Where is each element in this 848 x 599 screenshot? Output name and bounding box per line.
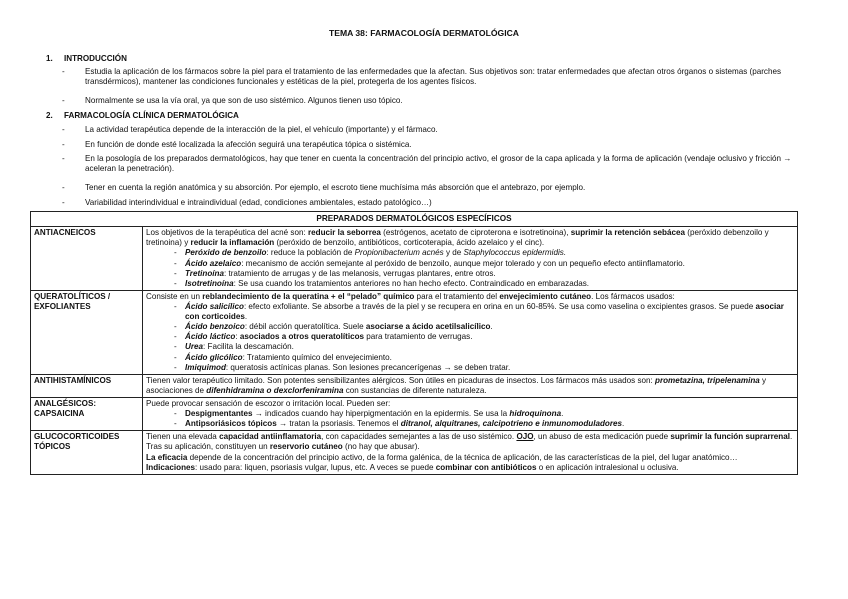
term: Peróxido de benzoilo bbox=[185, 248, 267, 258]
list-item bbox=[146, 332, 794, 342]
text: Los objetivos de la terapéutica del acné son: bbox=[146, 228, 308, 238]
table-row bbox=[31, 374, 798, 397]
row-content bbox=[143, 398, 798, 431]
list-item bbox=[146, 363, 794, 373]
text: o en aplicación intralesional u oclusiva. bbox=[536, 462, 679, 472]
bullet-item bbox=[62, 140, 792, 150]
paragraph: Puede provocar sensación de escozor o irritación local. Pueden ser: bbox=[146, 399, 391, 408]
text: con sustancias de diferente naturaleza. bbox=[343, 385, 487, 395]
section-title: INTRODUCCIÓN bbox=[64, 54, 127, 63]
table-row bbox=[31, 398, 798, 431]
paragraph bbox=[146, 432, 794, 452]
text: envejecimiento cutáneo bbox=[499, 291, 592, 301]
text: para el tratamiento del bbox=[414, 291, 500, 301]
text: Indicaciones bbox=[146, 462, 196, 472]
text: depende de la concentración del principio activo, de la forma galénica, de la técnica de aplicación, de las características de la piel, del lugar anatómico… bbox=[187, 452, 738, 462]
term: Isotretinoína bbox=[185, 278, 234, 288]
list-item bbox=[146, 409, 794, 419]
bullet-text: Tener en cuenta la región anatómica y su absorción. Por ejemplo, el escroto tiene muchísima más absorción que el antebrazo, por ejemplo. bbox=[85, 183, 586, 192]
bullet-item bbox=[62, 154, 792, 174]
text: Staphylococcus epidermidis. bbox=[463, 248, 567, 258]
row-label: ANTIHISTAMÍNICOS bbox=[31, 374, 143, 397]
text: para tratamiento de verrugas. bbox=[364, 332, 473, 342]
bullet-dash: - bbox=[62, 154, 65, 163]
text: : efecto exfoliante. Se absorbe a través de la piel y se recupera en orina en un 60-85%. Se usa como vaselina o excipientes grasos. Se puede bbox=[243, 302, 756, 312]
text: La eficacia bbox=[146, 452, 188, 462]
row-label: QUERATOLÍTICOS / EXFOLIANTES bbox=[31, 290, 143, 374]
text: reservorio cutáneo bbox=[269, 442, 343, 452]
paragraph bbox=[146, 453, 794, 463]
text: reducir la inflamación bbox=[190, 238, 275, 248]
row-content bbox=[143, 290, 798, 374]
bullet-dash: - bbox=[62, 198, 65, 207]
text: ditranol, alquitranes, calcipotrieno e inmunomoduladores bbox=[400, 419, 623, 429]
bullet-dash: - bbox=[174, 322, 177, 332]
text: : Tratamiento químico del envejecimiento. bbox=[242, 352, 392, 362]
bullet-text: Variabilidad interindividual e intraindividual (edad, condiciones ambientales, estado patológico…) bbox=[85, 198, 432, 207]
text: . bbox=[490, 322, 493, 332]
text: suprimir la función suprarrenal bbox=[670, 432, 790, 442]
text: combinar con antibióticos bbox=[435, 462, 537, 472]
row-label: ANALGÉSICOS: CAPSAICINA bbox=[31, 398, 143, 431]
text: reblandecimiento de la queratina + el “pelado” químico bbox=[202, 291, 415, 301]
bullet-dash: - bbox=[174, 352, 177, 362]
document-title: TEMA 38: FARMACOLOGÍA DERMATOLÓGICA bbox=[328, 28, 519, 38]
table-row bbox=[31, 431, 798, 474]
bullet-dash: - bbox=[174, 409, 177, 419]
bullet-dash: - bbox=[174, 278, 177, 288]
text: (estrógenos, acetato de ciproterona e isotretinoina), bbox=[380, 228, 571, 238]
text: : reduce la población de bbox=[266, 248, 355, 258]
bullet-item bbox=[62, 198, 792, 208]
bullet-item bbox=[62, 67, 792, 87]
row-content bbox=[143, 374, 798, 397]
term: Imiquimod bbox=[185, 362, 226, 372]
text: y asociaciones de bbox=[146, 375, 767, 395]
bullet-dash: - bbox=[174, 268, 177, 278]
bullet-dash: - bbox=[174, 248, 177, 258]
row-label: ANTIACNEICOS bbox=[31, 227, 143, 291]
list-item bbox=[146, 259, 794, 269]
text: : Facilita la descamación. bbox=[203, 342, 294, 352]
bullet-item bbox=[62, 125, 792, 135]
bullet-text: En función de donde esté localizada la afección seguirá una terapéutica tópica o sistémica. bbox=[85, 140, 412, 149]
bullet-dash: - bbox=[174, 342, 177, 352]
list-item bbox=[146, 269, 794, 279]
table-row bbox=[31, 290, 798, 374]
table-header: PREPARADOS DERMATOLÓGICOS ESPECÍFICOS bbox=[31, 212, 798, 227]
text: . bbox=[244, 312, 248, 322]
bullet-dash: - bbox=[174, 302, 177, 312]
text: : débil acción queratolítica. Suele bbox=[244, 322, 366, 332]
bullet-dash: - bbox=[174, 332, 177, 342]
row-content bbox=[143, 431, 798, 474]
section-heading-introduccion bbox=[46, 54, 127, 64]
paragraph bbox=[146, 292, 794, 302]
preparados-table bbox=[30, 211, 798, 475]
section-title: FARMACOLOGÍA CLÍNICA DERMATOLÓGICA bbox=[64, 111, 239, 120]
text: y de bbox=[443, 248, 464, 258]
term: Ácido glicólico bbox=[185, 352, 243, 362]
text: : tratamiento de arrugas y de las melanosis, verrugas plantares, entre otros. bbox=[223, 268, 496, 278]
bullet-text: La actividad terapéutica depende de la interacción de la piel, el vehículo (importante) y el fármaco. bbox=[85, 125, 438, 134]
text: . bbox=[622, 419, 625, 429]
paragraph bbox=[146, 463, 794, 473]
text: : Se usa cuando los tratamientos anteriores no han hecho efecto. Contraindicado en embarazadas. bbox=[233, 278, 590, 288]
text: reducir la seborrea bbox=[307, 228, 381, 238]
text: asociados a otros queratolíticos bbox=[239, 332, 365, 342]
list-item bbox=[146, 419, 794, 429]
text: difenhidramina o dexclorfeniramina bbox=[206, 385, 344, 395]
section-heading-farmacologia-clinica bbox=[46, 111, 239, 121]
text: → tratan la psoriasis. Tenemos el bbox=[276, 419, 401, 429]
list-item bbox=[146, 279, 794, 289]
list-item bbox=[146, 342, 794, 352]
list-item bbox=[146, 302, 794, 322]
text: hidroquinona bbox=[509, 409, 562, 419]
term: Ácido láctico bbox=[185, 332, 236, 342]
text: Tienen una elevada bbox=[146, 432, 220, 442]
row-label: GLUCOCORTICOIDES TÓPICOS bbox=[31, 431, 143, 474]
bullet-text: Estudia la aplicación de los fármacos sobre la piel para el tratamiento de las enfermedades que la afectan. Sus objetivos son: tratar enfermedades que afectan otros órganos o sistemas (parches transdérmicos), mantener las condiciones funcionales y estéticas de la piel, protegerla de los agentes físicos. bbox=[85, 67, 782, 87]
paragraph bbox=[146, 228, 794, 248]
text: Consiste en un bbox=[146, 291, 203, 301]
list-item bbox=[146, 248, 794, 258]
row-content bbox=[143, 227, 798, 291]
text: : mecanismo de acción semejante al peróxido de benzoilo, aunque mejor tolerado y con un pequeño efecto antiinflamatorio. bbox=[241, 258, 685, 268]
bullet-text: Normalmente se usa la vía oral, ya que son de uso sistémico. Algunos tienen uso tópico. bbox=[85, 96, 403, 105]
text: : queratosis actínicas planas. Son lesiones precancerígenas → se deben tratar. bbox=[225, 362, 511, 372]
bullet-dash: - bbox=[174, 362, 177, 372]
text: Propionibacterium acnés bbox=[354, 248, 444, 258]
term: Ácido azelaico bbox=[185, 258, 242, 268]
text: OJO bbox=[516, 432, 534, 442]
term: Despigmentantes bbox=[185, 409, 253, 419]
text: asociarse a ácido acetilsalicílico bbox=[365, 322, 491, 332]
bullet-dash: - bbox=[62, 183, 65, 192]
bullet-item bbox=[62, 96, 792, 106]
bullet-dash: - bbox=[174, 258, 177, 268]
bullet-dash: - bbox=[62, 125, 65, 134]
text: asociar con corticoides bbox=[185, 302, 784, 322]
section-number: 1. bbox=[46, 54, 53, 63]
bullet-item bbox=[62, 183, 792, 193]
text: suprimir la retención sebácea bbox=[570, 228, 686, 238]
term: Ácido salicílico bbox=[185, 302, 244, 312]
term: Ácido benzoico bbox=[185, 322, 245, 332]
table-row bbox=[31, 227, 798, 291]
text: (peróxido de benzoilo, antibióticos, corticoterapia, ácido azelaico y el cinc). bbox=[274, 238, 545, 248]
text: prometazina, tripelenamina bbox=[655, 375, 760, 385]
section-number: 2. bbox=[46, 111, 53, 120]
text: : bbox=[235, 332, 240, 342]
text: , un abuso de esta medicación puede bbox=[533, 432, 671, 442]
list-item bbox=[146, 322, 794, 332]
bullet-text: En la posología de los preparados dermatológicos, hay que tener en cuenta la concentración del principio activo, el grosor de la capa aplicada y la forma de aplicación (vendaje oclusivo y fricción → aceleran la penetración). bbox=[85, 154, 792, 174]
bullet-dash: - bbox=[62, 67, 65, 76]
term: Tretinoína bbox=[185, 268, 224, 278]
text: . Tras su aplicación, constituyen un bbox=[146, 432, 793, 452]
text: (no hay que abusar). bbox=[342, 442, 420, 452]
text: Tienen valor terapéutico limitado. Son potentes sensibilizantes alérgicos. Son útiles en picaduras de insectos. Los fármacos más usados son: bbox=[146, 375, 655, 385]
text: . Los fármacos usados: bbox=[591, 291, 675, 301]
text: . bbox=[561, 409, 564, 419]
bullet-dash: - bbox=[62, 96, 65, 105]
term: Antipsoriásicos tópicos bbox=[185, 419, 277, 429]
text: : usado para: liquen, psoriasis vulgar, lupus, etc. A veces se puede bbox=[195, 462, 436, 472]
text: capacidad antiinflamatoria bbox=[219, 432, 322, 442]
bullet-dash: - bbox=[62, 140, 65, 149]
text: (peróxido debenzoilo y tretinoina) y bbox=[146, 228, 769, 248]
bullet-dash: - bbox=[174, 419, 177, 429]
text: → indicados cuando hay hiperpigmentación en la epidermis. Se usa la bbox=[252, 409, 510, 419]
term: Urea bbox=[185, 342, 203, 352]
text: , con capacidades semejantes a las de uso sistémico. bbox=[321, 432, 517, 442]
list-item bbox=[146, 353, 794, 363]
